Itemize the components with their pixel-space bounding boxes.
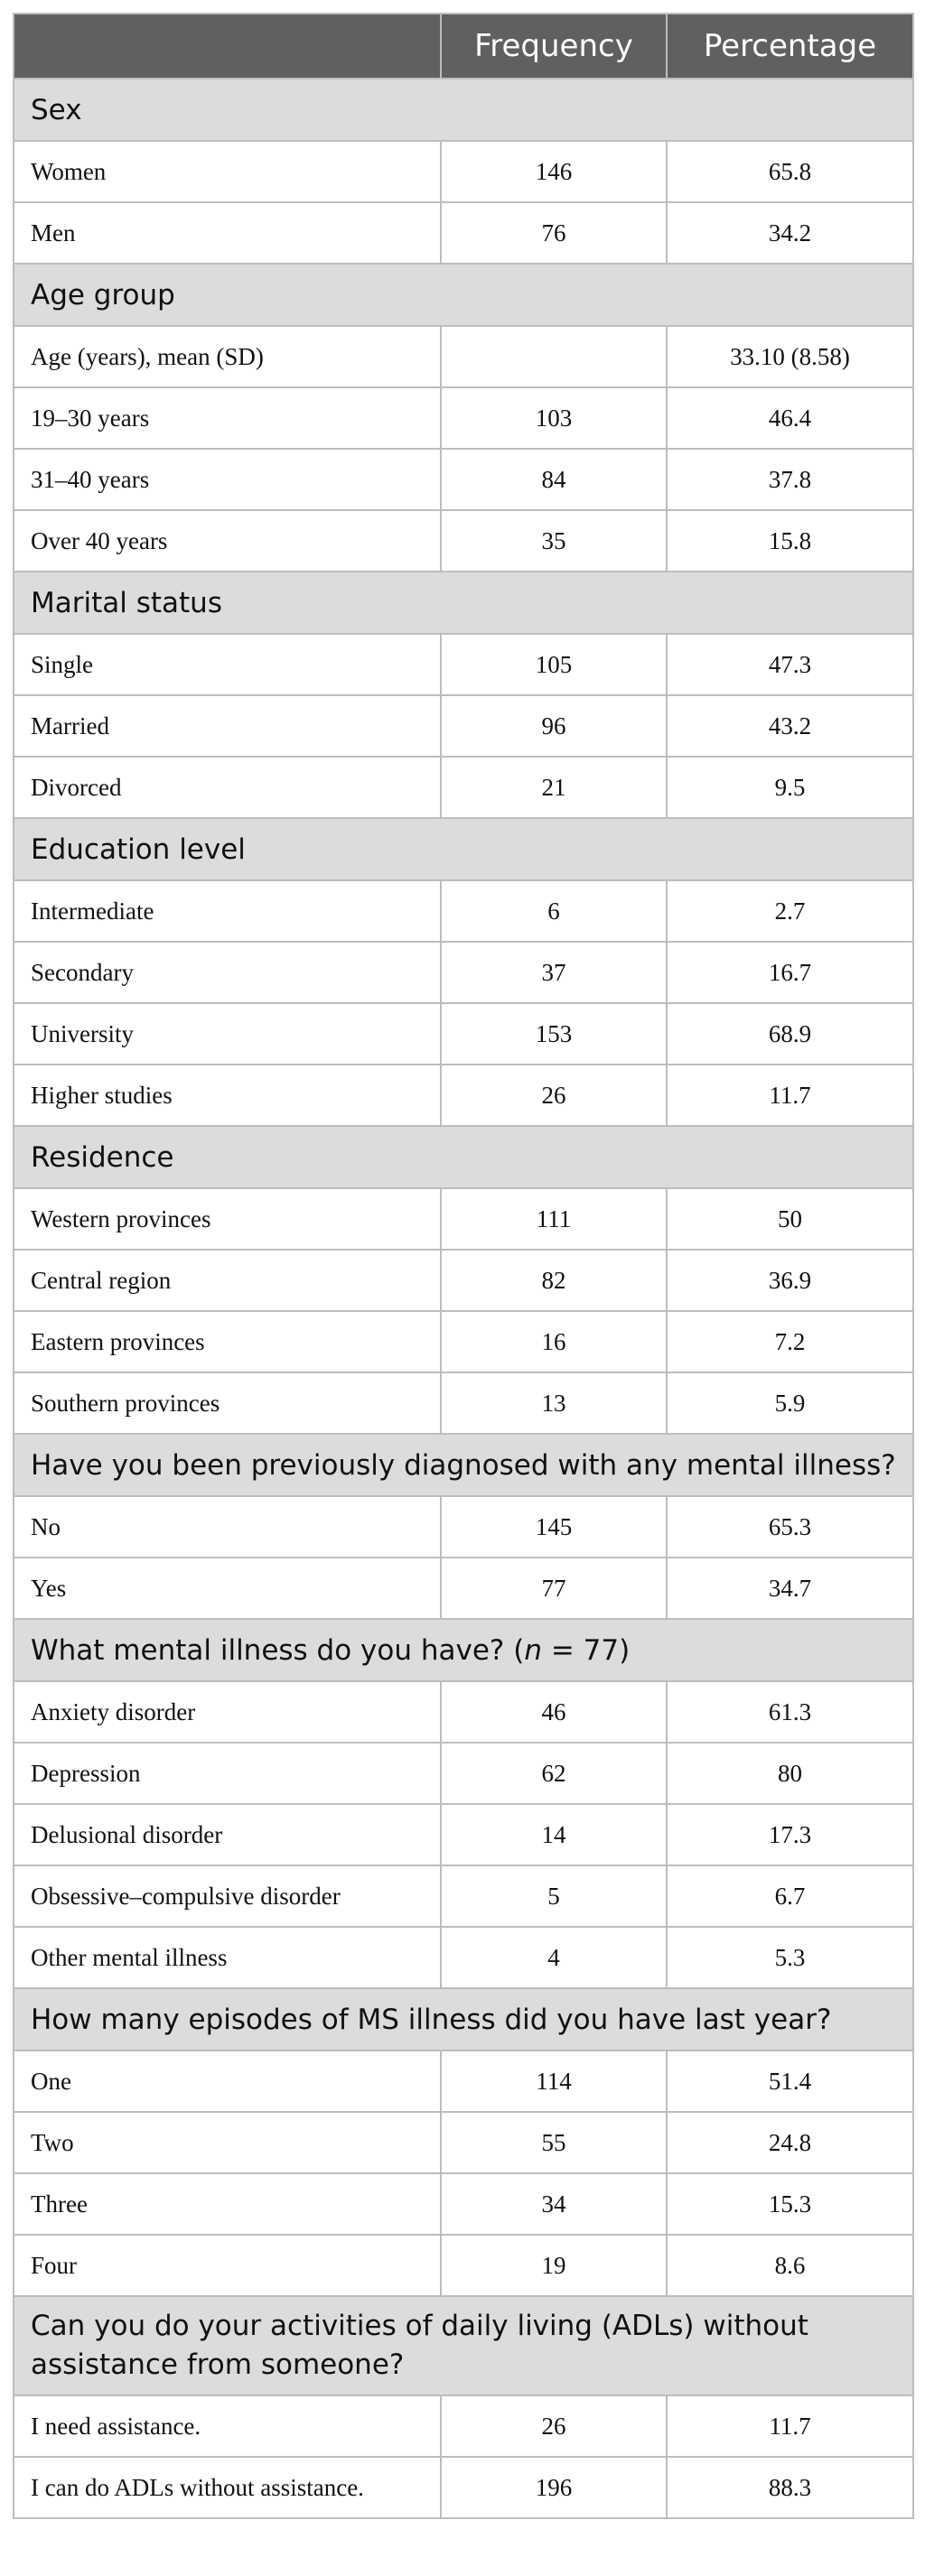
section-row-mental-illness-type — [14, 1619, 913, 1681]
header-frequency: Frequency — [441, 14, 667, 79]
table-row — [14, 1865, 913, 1927]
row-percentage: 65.3 — [667, 1496, 913, 1558]
table-row — [14, 1804, 913, 1865]
row-frequency — [441, 326, 667, 387]
row-frequency: 111 — [441, 1188, 667, 1250]
row-frequency: 196 — [441, 2457, 667, 2518]
row-label: Two — [14, 2112, 441, 2173]
row-label: Depression — [14, 1743, 441, 1804]
row-percentage: 16.7 — [667, 942, 913, 1003]
row-frequency: 105 — [441, 634, 667, 695]
row-frequency: 62 — [441, 1743, 667, 1804]
section-row-sex — [14, 79, 913, 141]
table-row — [14, 1003, 913, 1065]
row-percentage: 61.3 — [667, 1681, 913, 1743]
row-frequency: 96 — [441, 695, 667, 757]
row-frequency: 16 — [441, 1311, 667, 1372]
row-percentage: 8.6 — [667, 2235, 913, 2296]
row-label: University — [14, 1003, 441, 1065]
section-row-adl-assistance — [14, 2296, 913, 2395]
table-row — [14, 757, 913, 818]
section-row-age-group — [14, 264, 913, 326]
section-title: Have you been previously diagnosed with any mental illness? — [14, 1434, 913, 1496]
row-label: I need assistance. — [14, 2395, 441, 2457]
table-row — [14, 1927, 913, 1988]
section-title-part: What mental illness do you have? ( — [31, 1633, 525, 1667]
row-label: Anxiety disorder — [14, 1681, 441, 1743]
row-frequency: 37 — [441, 942, 667, 1003]
table-row — [14, 1065, 913, 1126]
row-label: Married — [14, 695, 441, 757]
row-frequency: 5 — [441, 1865, 667, 1927]
table-row — [14, 510, 913, 572]
table-row — [14, 2395, 913, 2457]
row-label: Four — [14, 2235, 441, 2296]
row-percentage: 2.7 — [667, 880, 913, 942]
row-label: 31–40 years — [14, 449, 441, 510]
row-percentage: 34.2 — [667, 202, 913, 264]
row-percentage: 36.9 — [667, 1250, 913, 1311]
row-label: Men — [14, 202, 441, 264]
row-frequency: 13 — [441, 1372, 667, 1434]
row-frequency: 26 — [441, 1065, 667, 1126]
table-row — [14, 1311, 913, 1372]
section-row-previous-diagnosis — [14, 1434, 913, 1496]
row-label: 19–30 years — [14, 387, 441, 449]
row-label: Obsessive–compulsive disorder — [14, 1865, 441, 1927]
row-percentage: 15.8 — [667, 510, 913, 572]
row-frequency: 114 — [441, 2051, 667, 2112]
row-frequency: 84 — [441, 449, 667, 510]
table-row — [14, 449, 913, 510]
row-frequency: 46 — [441, 1681, 667, 1743]
header-variable — [14, 14, 441, 79]
row-label: Over 40 years — [14, 510, 441, 572]
row-frequency: 146 — [441, 141, 667, 202]
row-frequency: 55 — [441, 2112, 667, 2173]
row-frequency: 4 — [441, 1927, 667, 1988]
data-table-container — [13, 13, 912, 2519]
row-percentage: 47.3 — [667, 634, 913, 695]
row-percentage: 51.4 — [667, 2051, 913, 2112]
row-percentage: 88.3 — [667, 2457, 913, 2518]
row-percentage: 46.4 — [667, 387, 913, 449]
section-row-residence — [14, 1126, 913, 1188]
row-percentage: 24.8 — [667, 2112, 913, 2173]
row-label: Yes — [14, 1558, 441, 1619]
row-frequency: 103 — [441, 387, 667, 449]
row-percentage: 65.8 — [667, 141, 913, 202]
row-label: Secondary — [14, 942, 441, 1003]
row-frequency: 82 — [441, 1250, 667, 1311]
section-title: Age group — [14, 264, 913, 326]
row-label: Divorced — [14, 757, 441, 818]
table-row — [14, 1250, 913, 1311]
section-title: Can you do your activities of daily living (ADLs) without assistance from someone? — [14, 2296, 913, 2395]
row-label: Higher studies — [14, 1065, 441, 1126]
table-row — [14, 2235, 913, 2296]
table-row — [14, 1496, 913, 1558]
header-percentage: Percentage — [667, 14, 913, 79]
section-title: Sex — [14, 79, 913, 141]
table-row — [14, 695, 913, 757]
table-row — [14, 326, 913, 387]
table-row — [14, 2051, 913, 2112]
table-row — [14, 1372, 913, 1434]
table-row — [14, 942, 913, 1003]
row-label: No — [14, 1496, 441, 1558]
row-percentage: 11.7 — [667, 2395, 913, 2457]
row-percentage: 5.3 — [667, 1927, 913, 1988]
row-frequency: 35 — [441, 510, 667, 572]
row-percentage: 33.10 (8.58) — [667, 326, 913, 387]
table-row — [14, 1188, 913, 1250]
row-percentage: 17.3 — [667, 1804, 913, 1865]
section-title-part: = 77) — [542, 1633, 631, 1667]
table-row — [14, 1558, 913, 1619]
table-row — [14, 1681, 913, 1743]
row-label: Eastern provinces — [14, 1311, 441, 1372]
row-frequency: 26 — [441, 2395, 667, 2457]
row-label: Southern provinces — [14, 1372, 441, 1434]
sample-size-symbol: n — [524, 1633, 542, 1667]
row-label: Intermediate — [14, 880, 441, 942]
row-percentage: 6.7 — [667, 1865, 913, 1927]
row-percentage: 15.3 — [667, 2173, 913, 2235]
row-frequency: 76 — [441, 202, 667, 264]
table-row — [14, 141, 913, 202]
table-header-row — [14, 14, 913, 79]
table-row — [14, 387, 913, 449]
row-label: Other mental illness — [14, 1927, 441, 1988]
row-label: Western provinces — [14, 1188, 441, 1250]
row-frequency: 19 — [441, 2235, 667, 2296]
row-percentage: 7.2 — [667, 1311, 913, 1372]
row-percentage: 37.8 — [667, 449, 913, 510]
row-frequency: 14 — [441, 1804, 667, 1865]
table-row — [14, 2112, 913, 2173]
row-percentage: 43.2 — [667, 695, 913, 757]
row-label: Women — [14, 141, 441, 202]
row-label: Age (years), mean (SD) — [14, 326, 441, 387]
row-percentage: 68.9 — [667, 1003, 913, 1065]
section-title — [14, 1619, 913, 1681]
row-frequency: 34 — [441, 2173, 667, 2235]
row-percentage: 9.5 — [667, 757, 913, 818]
section-title: Residence — [14, 1126, 913, 1188]
row-percentage: 11.7 — [667, 1065, 913, 1126]
section-row-marital-status — [14, 572, 913, 634]
row-label: One — [14, 2051, 441, 2112]
section-title: How many episodes of MS illness did you have last year? — [14, 1988, 913, 2051]
table-row — [14, 634, 913, 695]
row-label: Three — [14, 2173, 441, 2235]
row-frequency: 153 — [441, 1003, 667, 1065]
row-frequency: 145 — [441, 1496, 667, 1558]
row-label: Single — [14, 634, 441, 695]
table-row — [14, 2173, 913, 2235]
row-percentage: 80 — [667, 1743, 913, 1804]
row-percentage: 50 — [667, 1188, 913, 1250]
table-row — [14, 2457, 913, 2518]
row-frequency: 77 — [441, 1558, 667, 1619]
row-frequency: 6 — [441, 880, 667, 942]
table-row — [14, 1743, 913, 1804]
section-row-ms-episodes — [14, 1988, 913, 2051]
row-frequency: 21 — [441, 757, 667, 818]
demographics-table — [13, 13, 914, 2519]
row-percentage: 5.9 — [667, 1372, 913, 1434]
row-label: Central region — [14, 1250, 441, 1311]
table-row — [14, 880, 913, 942]
row-label: I can do ADLs without assistance. — [14, 2457, 441, 2518]
table-row — [14, 202, 913, 264]
row-percentage: 34.7 — [667, 1558, 913, 1619]
section-title: Marital status — [14, 572, 913, 634]
section-title: Education level — [14, 818, 913, 880]
section-row-education-level — [14, 818, 913, 880]
row-label: Delusional disorder — [14, 1804, 441, 1865]
